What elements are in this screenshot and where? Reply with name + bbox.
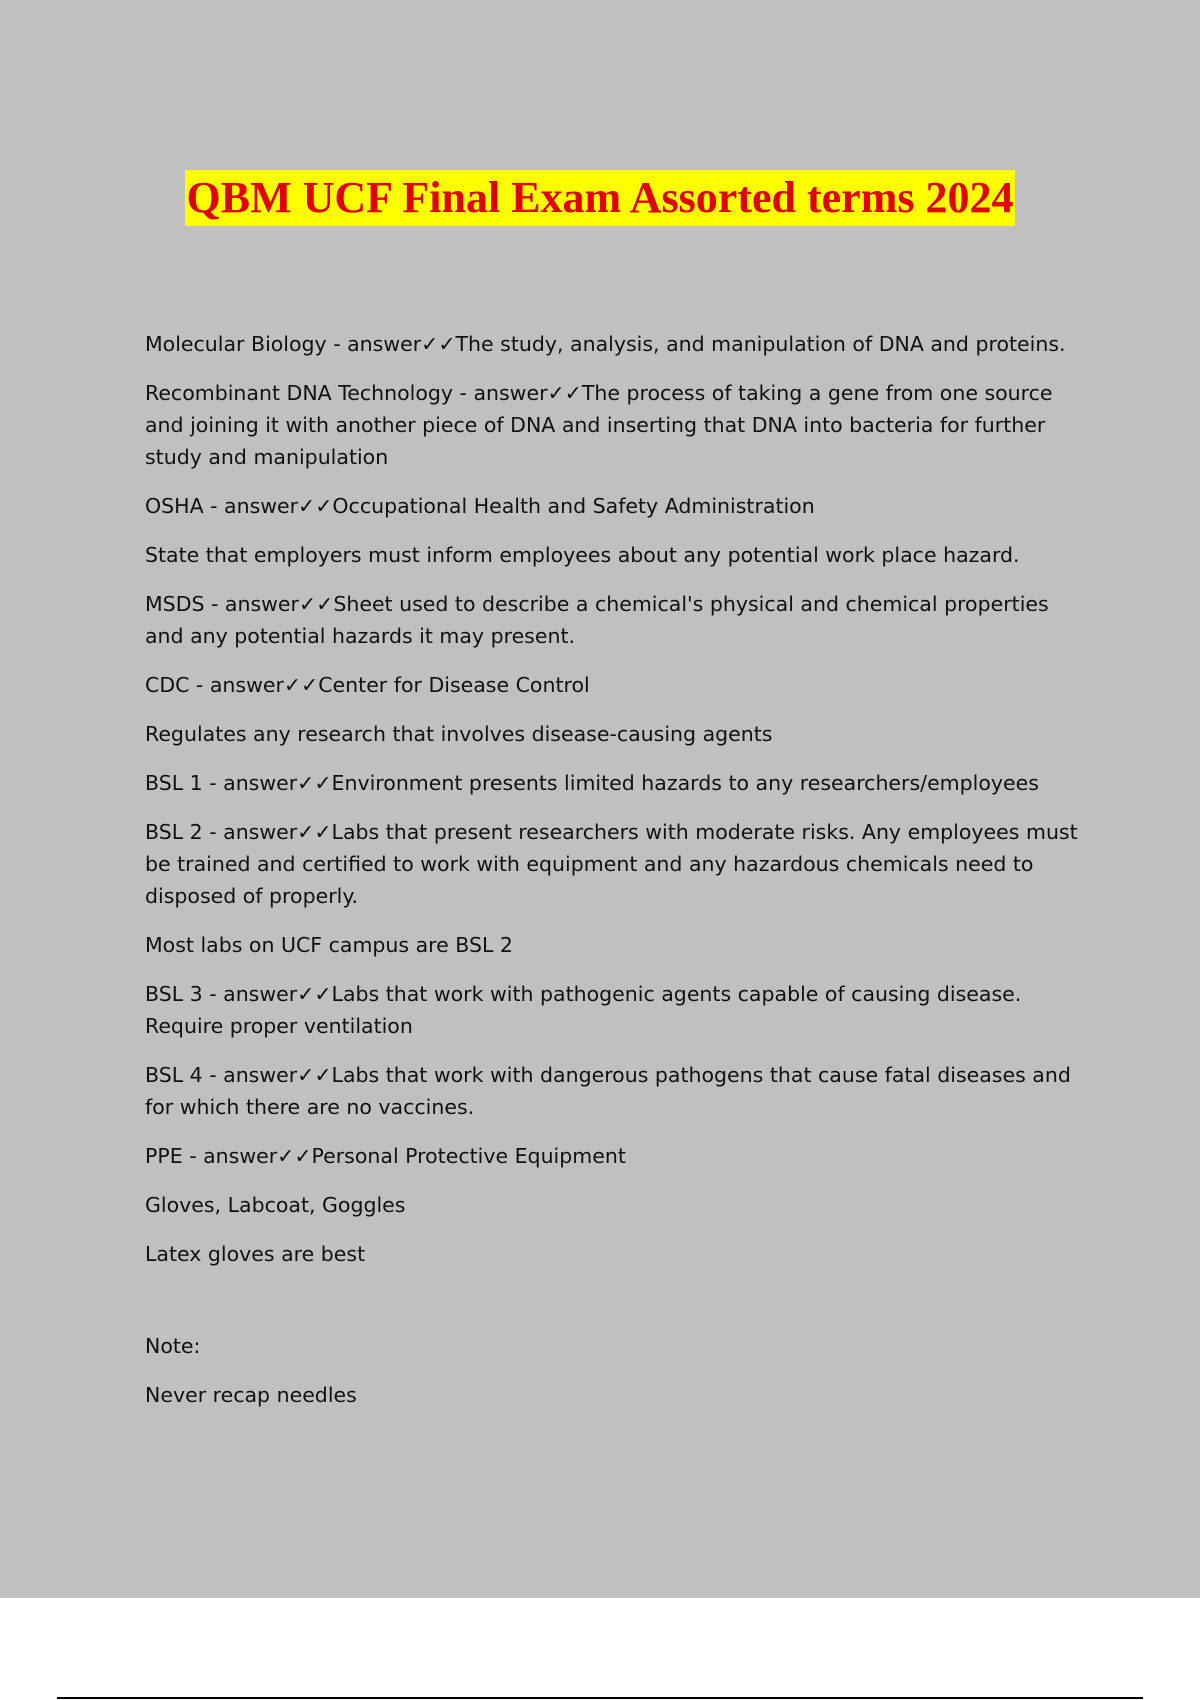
paragraph-bsl-2-note: Most labs on UCF campus are BSL 2 (145, 933, 513, 957)
paragraph-recombinant-dna: Recombinant DNA Technology - answer✓✓The process of taking a gene from one source and joining it with another piece of DNA and inserting that DNA into bacteria for further study and manipulation (145, 381, 1053, 469)
paragraph-latex-gloves: Latex gloves are best (145, 1242, 366, 1266)
document-body (145, 328, 1090, 1428)
paragraph-note-label: Note: (145, 1334, 201, 1358)
paragraph-cdc: CDC - answer✓✓Center for Disease Control (145, 673, 590, 697)
paragraph-msds: MSDS - answer✓✓Sheet used to describe a chemical's physical and chemical properties and any potential hazards it may present. (145, 592, 1049, 648)
document-title: QBM UCF Final Exam Assorted terms 2024 (185, 170, 1016, 226)
paragraph-bsl-3: BSL 3 - answer✓✓Labs that work with pathogenic agents capable of causing disease. Require proper ventilation (145, 982, 1022, 1038)
paragraph-ppe-items: Gloves, Labcoat, Goggles (145, 1193, 406, 1217)
paragraph-molecular-biology: Molecular Biology - answer✓✓The study, analysis, and manipulation of DNA and proteins. (145, 332, 1066, 356)
page-divider (57, 1697, 1143, 1699)
paragraph-cdc-note: Regulates any research that involves disease-causing agents (145, 722, 773, 746)
paragraph-never-recap: Never recap needles (145, 1383, 357, 1407)
title-container (0, 170, 1200, 226)
paragraph-osha-note: State that employers must inform employees about any potential work place hazard. (145, 543, 1020, 567)
paragraph-bsl-2: BSL 2 - answer✓✓Labs that present researchers with moderate risks. Any employees must be trained and certified to work with equipment and any hazardous chemicals need to disposed of properly. (145, 820, 1078, 908)
paragraph-bsl-4: BSL 4 - answer✓✓Labs that work with dangerous pathogens that cause fatal diseases and for which there are no vaccines. (145, 1063, 1071, 1119)
paragraph-ppe: PPE - answer✓✓Personal Protective Equipment (145, 1144, 626, 1168)
paragraph-osha: OSHA - answer✓✓Occupational Health and Safety Administration (145, 494, 815, 518)
paragraph-bsl-1: BSL 1 - answer✓✓Environment presents limited hazards to any researchers/employees (145, 771, 1039, 795)
